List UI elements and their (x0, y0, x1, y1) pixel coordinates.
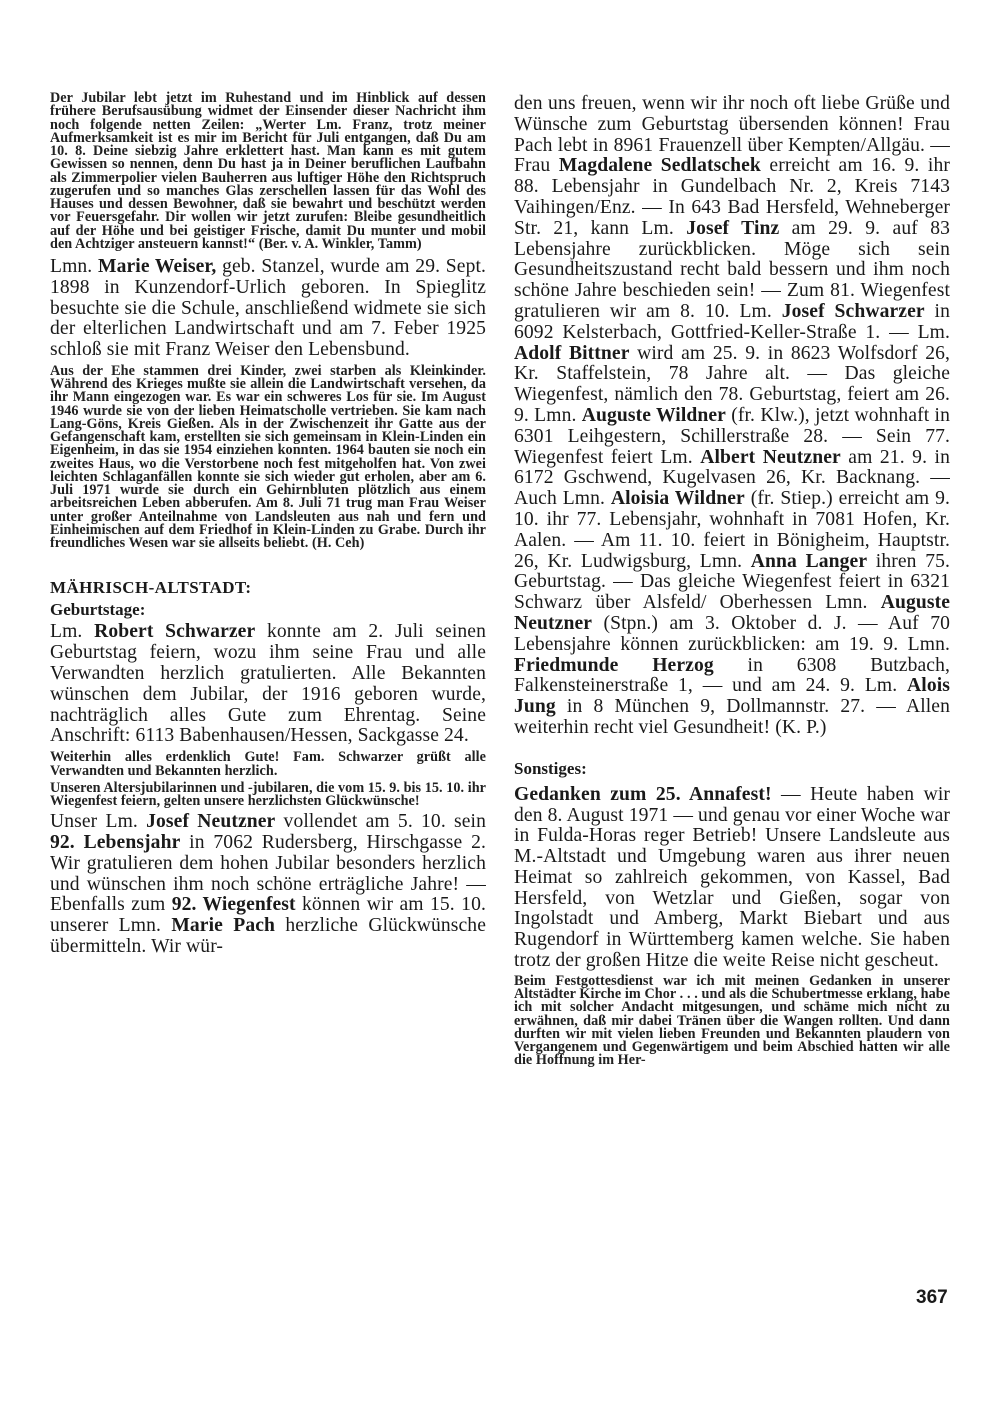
bold-name-text: Gedanken zum 25. Annafest! (514, 783, 772, 805)
section-heading: MÄHRISCH-ALTSTADT: (50, 578, 252, 598)
bold-name-text: Marie Weiser, (97, 256, 217, 277)
text-run: herzliche Glückwünsche übermitteln. Wir wür- (50, 915, 487, 958)
text-run: Lmn. (50, 256, 98, 277)
page-number: 367 (916, 1287, 948, 1308)
text-run: Beim Festgottesdienst war ich mit meinen Gedanken in unserer Altstädter Kirche im Chor . . . und als die Schubertmesse erklang, habe ich mit solcher Andacht mitgesungen, und schäme mich nicht zu erwähnen, daß mir dabei Tränen über die Wangen rollten. Und dann durften wir mit vielen lieben Freunden und Bekannten plaudern von Vergangenem und Gegenwärtigem und beim Abschied hatten wir alle die Hoffnung im Her- (514, 972, 950, 1069)
text-run: (fr. Klw.), jetzt wohnhaft in 6301 Leihgestern, Schillerstraße 28. — Sein 77. Wiegenfest feiert Lm. (514, 404, 950, 468)
bold-name-text: Josef Tinz (686, 217, 780, 239)
text-run: können wir am 15. 10. unserer Lmn. (50, 894, 486, 937)
birthday-paragraph (50, 622, 486, 747)
jubilee-letter-paragraph (50, 92, 486, 251)
bold-name-text: Magdalene Sedlatschek (558, 155, 761, 177)
text-run: Unseren Altersjubilarinnen und -jubilaren, die vom 15. 9. bis 15. 10. ihr Wiegenfest feiern, gelten unsere herzlichsten Glückwünsche! (50, 779, 486, 810)
right-column (514, 94, 950, 1068)
bold-name-text: Auguste Neutzner (514, 592, 950, 634)
text-run: (Stpn.) am 3. Oktober d. J. — Auf 70 Lebensjahre können zurückblicken: am 19. 9. Lmn. (514, 612, 950, 655)
text-run: den uns freuen, wenn wir ihr noch oft liebe Grüße und Wünsche zum Geburtstag übersenden können! Frau Pach lebt in 8961 Frauenzell über Kempten/Allgäu. — Frau (514, 93, 950, 177)
bold-name-text: Adolf Bittner (514, 342, 630, 364)
bold-name-text: 92. Wiegenfest (171, 894, 296, 916)
text-run: — Heute haben wir den 8. August 1971 — und genau vor einer Woche war in Fulda-Horas reger Betrieb! Unsere Landsleute aus M.-Altstadt und Umgebung waren aus ihrer neuen Heimat so zahlreich gekommen, von Kassel, Bad Hersfeld, von Wetzlar und Gießen, sogar von Ingolstadt und Amberg, Markt Biebart und aus Rugendorf in Württemberg kamen welche. Sie haben trotz der großen Hitze die weite Reise nicht gescheut. (514, 783, 950, 972)
text-run: Weiterhin alles erdenklich Gute! Fam. Schwarzer grüßt alle Verwandten und Bekannten herzlich. (50, 749, 486, 779)
text-run: geb. Stanzel, wurde am 29. Sept. 1898 in Kunzendorf-Urlich geboren. In Spieglitz besuchte sie die Schule, anschließend widmete sie sich der elterlichen Landwirtschaft und am 7. Feber 1925 schloß sie mit Franz Weiser den Lebensbund. (50, 256, 487, 361)
text-run: konnte am 2. Juli seinen Geburtstag feiern, wozu ihm seine Frau und alle Verwandten herzlich gratulierten. Alle Bekannten wünschen dem Jubilar, der 1916 geboren wurde, nachträglich alles Gute zum Ehrentag. Seine Anschrift: 6113 Babenhausen/Hessen, Sackgasse 24. (50, 621, 486, 747)
text-run: in 6308 Butzbach, Falkensteinerstraße 1, — und am 24. 9. Lm. (514, 654, 950, 697)
bold-name-text: Auguste Wildner (581, 404, 726, 426)
bold-name-text: Josef Schwarzer (781, 300, 925, 322)
text-run: Der Jubilar lebt jetzt im Ruhestand und im Hinblick auf dessen frühere Berufsausübung widmet der Einsender dieser Nachricht ihm noch folgende netten Zeilen: „Werter Lm. Franz, trotz meiner Aufmerksamkeit ist es mir im Bericht für Juli entgangen, daß Du am 10. 8. Deine siebzig Jahre erklettert hast. Man kann es mit gutem Gewissen so nennen, denn Du hast ja in Deiner beruflichen Laufbahn als Zimmerpolier vielen Bauherren aus luftiger Höhe den Richtspruch zugerufen und so manches Glas zerschellen lassen für das Wohl des Hauses und dessen Bewohner, daß sie bewahrt und beschützt werden vor Feuersgefahr. Dir wollen wir jetzt zurufen: Bleibe gesundheitlich auf der Höhe und bei geistiger Frische, damit Du munter und mobil den Achtziger ansteuern kannst!“ (Ber. v. A. Winkler, Tamm) (50, 90, 486, 252)
subheading-misc: Sonstiges: (514, 758, 587, 778)
text-run: in 7062 Rudersberg, Hirschgasse 2. Wir gratulieren dem hohen Jubilar besonders herzlich und wünschen ihm noch schöne erträgliche Jahre! — Ebenfalls zum (50, 832, 486, 916)
bold-name-text: 92. Lebensjahr (50, 832, 181, 854)
text-run: Unser Lm. (50, 811, 147, 833)
text-run: am 21. 9. in 6172 Gschwend, Kugelvasen 26, Kr. Backnang. — Auch Lmn. (514, 446, 951, 510)
bold-name-text: Albert Neutzner (700, 446, 841, 468)
bold-name-text: Anna Langer (750, 550, 868, 572)
text-run: (fr. Stiep.) erreicht am 9. 10. ihr 77. Lebensjahr, wohnhaft in 7081 Hofen, Kr. Aalen. — Am 11. 10. feiert in Bönigheim, Hauptstr. 26, Kr. Ludwigsburg, Lmn. (514, 488, 951, 572)
greeting-paragraph (50, 751, 486, 778)
birthday-paragraph (50, 812, 486, 958)
text-run: Lm. (50, 621, 95, 643)
bold-name-text: Friedmunde Herzog (514, 654, 714, 676)
text-run: erreicht am 16. 9. ihr 88. Lebensjahr in Gundelbach Nr. 2, Kreis 7143 Vaihingen/Enz. — In 643 Bad Hersfeld, Wehneberger Str. 21, kann Lm. (514, 155, 950, 239)
bold-name-text: Robert Schwarzer (94, 621, 256, 643)
obituary-intro-paragraph (50, 257, 486, 361)
bold-name-text: Aloisia Wildner (610, 488, 745, 510)
birthday-list-paragraph (514, 94, 950, 739)
text-run: in 6092 Kelsterbach, Gottfried-Keller-Straße 1. — Lm. (514, 300, 950, 343)
text-run: in 8 München 9, Dollmannstr. 27. — Allen weiterhin recht viel Gesundheit! (K. P.) (514, 696, 950, 738)
congratulations-paragraph (50, 779, 486, 810)
left-column (50, 92, 486, 958)
bold-name-text: Marie Pach (171, 915, 276, 937)
subheading-birthdays: Geburtstage: (50, 600, 146, 620)
obituary-body-paragraph (50, 362, 486, 552)
bold-name-text: Alois Jung (514, 675, 950, 718)
text-run: Aus der Ehe stammen drei Kinder, zwei starben als Kleinkinder. Während des Krieges mußte sie allein die Landwirtschaft versehen, da ihr Mann eingezogen war. Es war ein schweres Los für sie. Im August 1946 wurde sie von der lieben Heimatscholle vertrieben. Sie kam nach Lang-Göns, Kreis Gießen. Als in der Zwischenzeit ihr Gatte aus der Gefangenschaft kam, erstellten sie sich gemeinsam in Klein-Linden ein Eigenheim, in das sie 1954 einziehen konnten. 1964 bauten sie noch ein zweites Haus, wo die Verstorbene noch fest mitgeholfen hat. Von zwei leichten Schlaganfällen konnte sie sich wieder gut erholen, aber am 6. Juli 1971 wurde sie durch ein Gehirnbluten plötzlich aus einem arbeitsreichen Leben abberufen. Am 8. Juli 71 trug man Frau Weiser unter großer Anteilnahme von Landsleuten aus nah und fern und Einheimischen auf dem Friedhof in Klein-Linden zu Grabe. Durch ihr freundliches Wesen war sie allseits beliebt. (H. Ceh) (50, 362, 486, 552)
annafest-body-paragraph (514, 972, 950, 1069)
text-run: ihren 75. Geburtstag. — Das gleiche Wiegenfest feiert in 6321 Schwarz über Alsfeld/ Oberhessen Lmn. (514, 550, 950, 614)
annafest-paragraph (514, 785, 950, 972)
text-run: vollendet am 5. 10. sein (275, 811, 486, 833)
text-run: wird am 25. 9. in 8623 Wolfsdorf 26, Kr. Staffelstein, 78 Jahre alt. — Das gleiche Wiegenfest, nämlich den 78. Geburtstag, feiert am 26. 9. Lmn. (514, 342, 950, 426)
bold-name-text: Josef Neutzner (146, 811, 276, 833)
text-run: am 29. 9. auf 83 Lebensjahre zurückblicken. Möge sich sein Gesundheitszustand recht bald bessern und ihm noch schöne Jahre beschieden sein! — Zum 81. Wiegenfest gratulieren wir am 8. 10. Lm. (514, 217, 950, 322)
